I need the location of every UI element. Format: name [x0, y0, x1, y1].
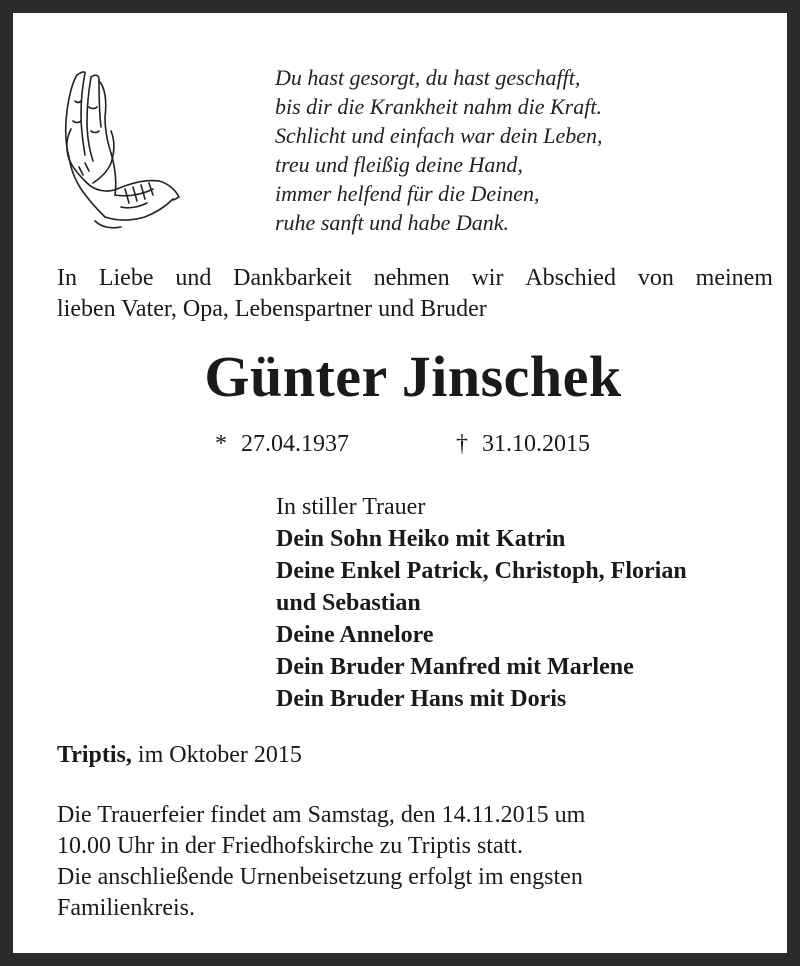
birth-symbol: *	[215, 431, 227, 457]
poem-line: bis dir die Krankheit nahm die Kraft.	[275, 94, 602, 119]
intro-word: meinem	[695, 265, 773, 291]
cross-icon: †	[456, 431, 468, 457]
intro-word: wir	[471, 265, 504, 291]
place-date	[57, 740, 302, 770]
death-date	[456, 429, 590, 459]
poem-line: Schlicht und einfach war dein Leben,	[275, 123, 603, 148]
place-month: im Oktober 2015	[137, 742, 302, 768]
ceremony-info	[57, 800, 773, 924]
intro-word: Dankbarkeit	[233, 265, 352, 291]
mourner-line: und Sebastian	[276, 590, 421, 616]
intro-word: von	[637, 265, 674, 291]
place-city: Triptis,	[57, 742, 132, 768]
poem-line: immer helfend für die Deinen,	[275, 181, 540, 206]
intro-text	[57, 263, 773, 325]
mourner-line: Dein Bruder Manfred mit Marlene	[276, 654, 634, 680]
mourner-line: Dein Sohn Heiko mit Katrin	[276, 526, 566, 552]
intro-line-1	[57, 263, 773, 294]
birth-date-value: 27.04.1937	[241, 431, 349, 457]
intro-line-2: lieben Vater, Opa, Lebenspartner und Bruder	[57, 296, 487, 322]
mourner-line: Deine Annelore	[276, 622, 434, 648]
intro-word: Liebe	[98, 265, 154, 291]
ceremony-line: 10.00 Uhr in der Friedhofskirche zu Triptis statt.	[57, 833, 523, 859]
poem-line: Du hast gesorgt, du hast geschafft,	[275, 65, 581, 90]
ceremony-line: Die Trauerfeier findet am Samstag, den 14.11.2015 um	[57, 802, 586, 828]
intro-word: Abschied	[525, 265, 616, 291]
mourners-list	[276, 491, 796, 715]
poem	[275, 63, 735, 237]
intro-word: nehmen	[373, 265, 450, 291]
poem-line: treu und fleißig deine Hand,	[275, 152, 523, 177]
death-date-value: 31.10.2015	[482, 431, 590, 457]
ceremony-line: Familienkreis.	[57, 895, 195, 921]
intro-word: und	[175, 265, 212, 291]
birth-date	[215, 429, 349, 459]
mourners-heading: In stiller Trauer	[276, 494, 426, 520]
deceased-name: Günter Jinschek	[204, 344, 622, 409]
mourner-line: Dein Bruder Hans mit Doris	[276, 686, 567, 712]
ceremony-line: Die anschließende Urnenbeisetzung erfolgt im engsten	[57, 864, 583, 890]
intro-word: In	[57, 265, 77, 291]
praying-hands-icon	[55, 71, 183, 231]
mourner-line: Deine Enkel Patrick, Christoph, Florian	[276, 558, 687, 584]
poem-line: ruhe sanft und habe Dank.	[275, 210, 510, 235]
